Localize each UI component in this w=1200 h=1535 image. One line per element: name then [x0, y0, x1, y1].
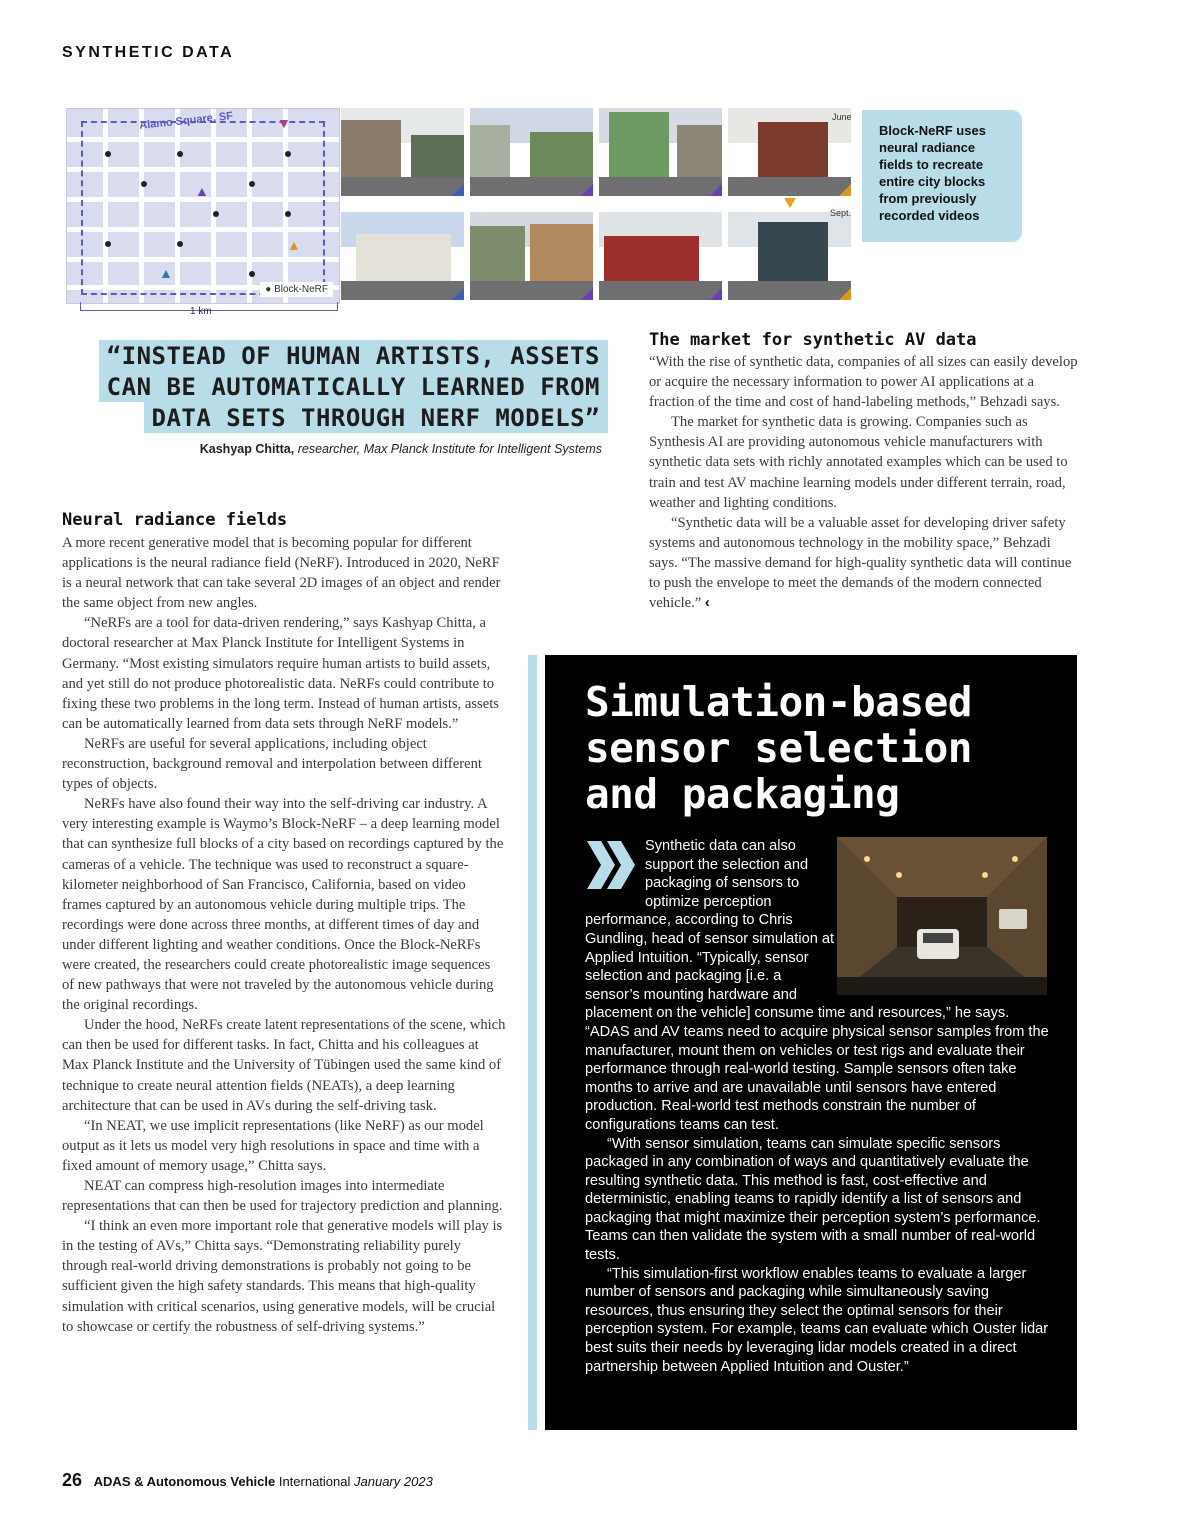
magazine-name-suffix: International — [278, 1474, 351, 1489]
month-label-june: June — [832, 112, 852, 122]
street-photo-2 — [470, 108, 593, 196]
map-title: Alamo Square, SF — [138, 110, 234, 132]
paragraph: “NeRFs are a tool for data-driven rendering,” says Kashyap Chitta, a doctoral researcher at Max Planck Institute for Intelligent Systems in Germany. “Most existing simulators require human artists to build assets, and yet still do not produce photorealistic data. NeRFs could contribute to fixing these two problems in the long term. Instead of human artists, assets can be automatically learned from data sets through NeRF models.” — [62, 615, 499, 732]
street-photo-8 — [728, 212, 851, 300]
pull-quote-line-2: CAN BE AUTOMATICALLY LEARNED FROM — [99, 371, 608, 402]
page-footer — [62, 1470, 433, 1491]
paragraph: “With sensor simulation, teams can simulate specific sensors packaged in any combination of ways and quantitatively evaluate the resulting synthetic data. This method is fast, cost-effective and deterministic, enabling teams to rapidly identify a list of sensors and packaging that might maximize their perception system’s performance. Teams can then validate the system with a small number of real-world tests. — [585, 1135, 1041, 1264]
paragraph: “This simulation-first workflow enables teams to evaluate a larger number of sensors and packaging while simultaneously saving resources, thus ensuring they select the optimal sensors for their perception system. For example, teams can evaluate which Ouster lidar best suits their needs by leveraging lidar models created in a direct partnership between Applied Intuition and Ouster.” — [585, 1265, 1049, 1375]
right-column-body — [649, 352, 1081, 613]
tunnel-photo — [837, 837, 1055, 999]
street-photo-7 — [599, 212, 722, 300]
pull-quote-line-3: DATA SETS THROUGH NERF MODELS” — [144, 402, 608, 433]
section-label: SYNTHETIC DATA — [62, 44, 235, 61]
paragraph: “Synthetic data will be a valuable asset for developing driver safety systems and autonomous technology in the mobility space,” Behzadi says. “The massive demand for high-quality synthetic data will continue to push the envelope to meet the demands of the modern connected vehicle.” ‹ — [649, 514, 1072, 612]
right-heading: The market for synthetic AV data — [649, 330, 977, 350]
left-column-body — [62, 533, 506, 1337]
end-mark-icon: ‹ — [704, 595, 710, 612]
paragraph: NeRFs have also found their way into the self-driving car industry. A very interesting example is Waymo’s Block-NeRF – a deep learning model that can synthesize full blocks of a city based on recordings captured by the cameras of a vehicle. The technique was used to reconstruct a square-kilometer neighborhood of San Francisco, California, based on video frames captured by an autonomous vehicle during multiple trips. The recordings were done across three months, at different times of day and under different lighting and weather conditions. Once the Block-NeRFs were created, the researchers could create photorealistic image sequences of new pathways that were not traveled by the autonomous vehicle during the original recordings. — [62, 796, 504, 1014]
pull-quote-line-1: “INSTEAD OF HUMAN ARTISTS, ASSETS — [99, 340, 608, 371]
block-nerf-map: ▲ ▲ ▲ ▼ Alamo Square, SF ● Block-NeRF — [66, 108, 340, 304]
map-legend: ● Block-NeRF — [260, 282, 333, 297]
boxout-body — [585, 837, 1055, 1376]
paragraph: “With the rise of synthetic data, companies of all sizes can easily develop or acquire the necessary information to power AI applications at a fraction of the time and cost of hand-labeling methods,” Behzadi says. — [649, 354, 1078, 411]
paragraph: NeRFs are useful for several applications, including object reconstruction, background removal and interpolation between different types of objects. — [62, 735, 482, 793]
issue-date: January 2023 — [354, 1474, 433, 1489]
left-heading: Neural radiance fields — [62, 510, 288, 530]
paragraph: Synthetic data can also support the selection and packaging of sensors to optimize perception performance, according to Chris Gundling, head of sensor simulation at Applied Intuition. “Typically, sensor selection and packaging [i.e. a sensor’s mounting hardware and placement on the vehicle] consume time and resources,” he says. “ADAS and AV teams need to acquire physical sensor samples from the manufacturer, mount them on vehicles or test rigs and evaluate their performance through real-world testing. Sample sensors often take months to arrive and are unavailable until sensors have entered production. Real-world test methods constrain the number of configurations teams can test. — [585, 838, 1049, 1133]
paragraph: NEAT can compress high-resolution images into intermediate representations that can then be used for trajectory prediction and planning. — [62, 1178, 503, 1215]
paragraph: “In NEAT, we use implicit representations (like NeRF) as our model output as it lets us model very high resolutions in space and time with a fixed amount of memory usage,” Chitta says. — [62, 1117, 484, 1174]
street-photo-3 — [599, 108, 722, 196]
scale-label: 1 km — [190, 306, 212, 317]
figure-caption-text: Block-NeRF uses neural radiance fields to recreate entire city blocks from previously recorded videos — [879, 123, 986, 223]
boxout — [545, 655, 1077, 1430]
street-photo-5 — [341, 212, 464, 300]
arrow-down-icon — [784, 198, 796, 208]
boxout-accent-bar — [528, 655, 537, 1430]
double-chevron-icon — [585, 837, 645, 893]
figure-caption — [862, 110, 1022, 242]
page-number: 26 — [62, 1470, 83, 1490]
boxout-title: Simulation-based sensor selection and packaging — [585, 678, 972, 818]
paragraph: Under the hood, NeRFs create latent representations of the scene, which can then be used for different tasks. In fact, Chitta and his colleagues at Max Planck Institute and the University of Tübingen used the same kind of technique to create neural attention fields (NEATs), a deep learning architecture that can be used in AVs during the self-driving task. — [62, 1017, 506, 1114]
street-photo-6 — [470, 212, 593, 300]
pull-quote-attribution: Kashyap Chitta, researcher, Max Planck Institute for Intelligent Systems — [199, 442, 602, 456]
month-label-september: Sept. — [830, 208, 852, 218]
street-photo-1 — [341, 108, 464, 196]
magazine-name: ADAS & Autonomous Vehicle — [93, 1474, 276, 1489]
paragraph: “I think an even more important role that generative models will play is in the testing of AVs,” Chitta says. “Demonstrating reliability purely through real-world driving demonstrations is probably not going to be sufficient given the high safety standards. This means that high-quality simulation with critical scenarios, using generative models, will be crucial to showcase or certify the robustness of self-driving systems.” — [62, 1218, 503, 1335]
paragraph: The market for synthetic data is growing. Companies such as Synthesis AI are providing autonomous vehicle manufacturers with synthetic data sets with richly annotated examples which can be used to train and test AV machine learning models under different terrain, road, weather and lighting conditions. — [649, 414, 1068, 511]
paragraph: A more recent generative model that is becoming popular for different applications is the neural radiance field (NeRF). Introduced in 2020, NeRF is a neural network that can take several 2D images of an object and render the same object from new angles. — [62, 535, 501, 612]
